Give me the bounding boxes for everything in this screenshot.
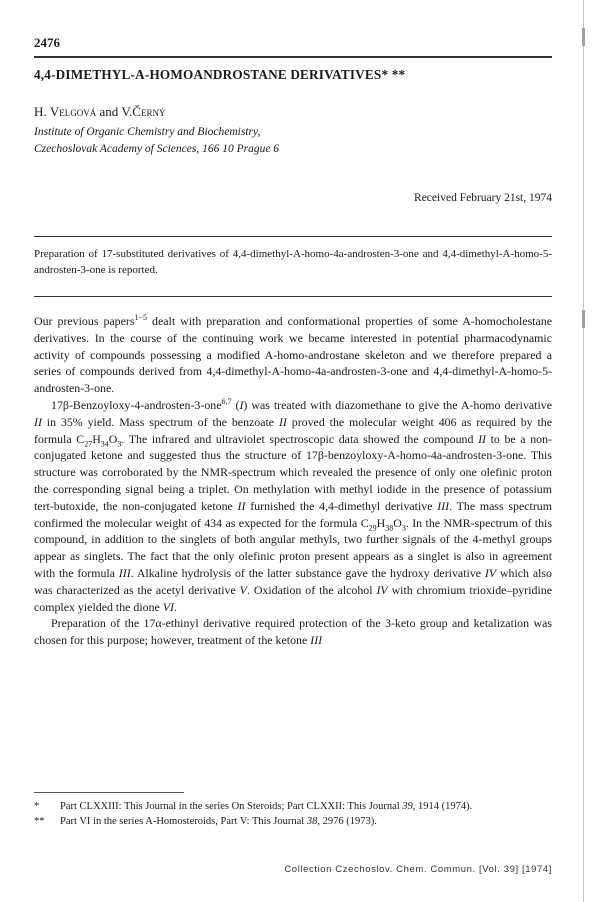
header-rule	[34, 56, 552, 58]
footnote-mark: **	[34, 816, 45, 827]
affiliation-line-1: Institute of Organic Chemistry and Biochemistry,	[34, 126, 261, 138]
text-run: 17β-Benzoyloxy-4-androsten-3-one	[51, 397, 222, 412]
footnote-2	[34, 814, 552, 829]
text-run: (	[231, 397, 240, 412]
formula-subscript: 38	[385, 522, 394, 532]
authors	[34, 104, 165, 120]
compound-number: VI	[162, 599, 175, 614]
text-run: dealt with preparation and conformational properties of some A-homocholestane derivatives. In the course of the continuing work we became interested in potential pharmacodynamic activity of compounds possessing a modified A-homo-androstane skeleton and we therefore prepared a series of compounds derived from 4,4-dimethyl-A-homo-4a-androsten-3-one and 4,4-dimethyl-A-homo-5-androsten-3-one.	[34, 314, 553, 396]
affiliation-line-2: Czechoslovak Academy of Sciences, 166 10 Prague 6	[34, 143, 280, 155]
page-number: 2476	[34, 35, 60, 50]
compound-number: II	[278, 414, 287, 429]
compound-number: III	[437, 498, 450, 513]
footnotes	[34, 799, 552, 829]
text-run: Part CLXXIII: This Journal in the series On Steroids; Part CLXXII: This Journal	[60, 801, 403, 812]
reference-marker: 1−5	[134, 313, 148, 323]
formula-subscript: 34	[100, 438, 109, 448]
text-run: .	[174, 599, 177, 614]
footnote-rule	[34, 792, 184, 793]
compound-number: II	[478, 431, 486, 446]
edge-mark	[582, 310, 585, 328]
footnote-1	[34, 799, 552, 814]
compound-number: V	[239, 582, 247, 597]
compound-number: I	[239, 397, 244, 412]
text-run: ) was treated with diazomethane to give the A-homo derivative	[243, 397, 552, 412]
compound-number: III	[310, 633, 323, 648]
text-run: . Oxidation of the alcohol	[246, 582, 377, 597]
compound-number: IV	[484, 565, 497, 580]
compound-number: IV	[376, 582, 388, 597]
author-surname-1: Velgová	[49, 104, 97, 119]
text-run: H	[376, 515, 386, 530]
compound-number: III	[118, 565, 131, 580]
text-run: Preparation of the 17α-ethinyl derivative required protection of the 3-keto group and ketalization was chosen for this purpose; however, treatment of the ketone	[34, 616, 552, 648]
text-run: to be a non-conjugated ketone and suggested thus the structure of 17β-benzoyloxy-A-homo-4a-androsten-3-one. This structure was corroborated by the NMR-spectrum which revealed the presence of only one olefinic proton the corresponding signal being a triplet. On methylation with methyl iodide in the presence of potassium tert-butoxide, the non-conjugated ketone	[34, 431, 553, 513]
text-run: in 35% yield. Mass spectrum of the benzoate	[41, 414, 279, 429]
volume-number: 39	[402, 801, 413, 812]
text-run: . Alkaline hydrolysis of the latter substance gave the hydroxy derivative	[130, 565, 485, 580]
compound-number: II	[237, 498, 246, 513]
text-run: which also was characterized as the acetyl derivative	[34, 565, 552, 597]
text-run: furnished the 4,4-dimethyl derivative	[245, 498, 438, 513]
paragraph-3	[34, 615, 552, 649]
article-body	[34, 313, 552, 649]
received-date: Received February 21st, 1974	[414, 192, 552, 204]
text-run: proved the molecular weight 406 as required by the formula C	[34, 414, 552, 446]
formula-subscript: 3	[401, 522, 406, 532]
footnote-mark: *	[34, 801, 40, 812]
formula-subscript: 29	[368, 522, 377, 532]
authors-and: and V.	[96, 104, 133, 119]
text-run: Our previous papers	[34, 314, 135, 328]
formula-subscript: 3	[117, 438, 122, 448]
abstract-rule-bottom	[34, 296, 552, 297]
author-surname-2: Černý	[132, 104, 166, 119]
text-run: , 1914 (1974).	[412, 801, 473, 812]
reference-marker: 6,7	[221, 397, 232, 407]
abstract: Preparation of 17-substituted derivatives of 4,4-dimethyl-A-homo-4a-androsten-3-one and 4,4-dimethyl-A-homo-5-androsten-3-one is reported.	[34, 248, 552, 276]
volume-number: 38	[306, 816, 318, 827]
paragraph-1	[34, 313, 552, 397]
text-run: . In the NMR-spectrum of this compound, in addition to the singlets of both angular methyls, two further signals of the 4-methyl groups appear as singlets. The fact that the only olefinic proton present appears as a singlet is also in agreement with the formula	[34, 515, 552, 580]
formula-subscript: 27	[84, 438, 93, 448]
text-run: . The mass spectrum confirmed the molecular weight of 434 as expected for the formula C	[34, 498, 552, 530]
abstract-rule-top	[34, 236, 552, 237]
article-title: 4,4-DIMETHYL-A-HOMOANDROSTANE DERIVATIVES* **	[34, 67, 406, 82]
text-run: O	[108, 431, 118, 446]
edge-mark	[582, 28, 585, 46]
text-run: . The infrared and ultraviolet spectroscopic data showed the compound	[121, 431, 479, 446]
text-run: Part VI in the series A-Homosteroids, Part V: This Journal	[60, 816, 307, 827]
page-edge-rule	[583, 0, 584, 902]
author-initial: H.	[34, 104, 50, 119]
text-run: with chromium trioxide–pyridine complex yielded the dione	[34, 582, 552, 614]
text-run: O	[393, 515, 402, 530]
text-run: , 2976 (1973).	[317, 816, 377, 827]
journal-footer: Collection Czechoslov. Chem. Commun. [Vol. 39] [1974]	[284, 864, 552, 875]
paragraph-2	[34, 397, 552, 615]
text-run: H	[92, 431, 101, 446]
compound-number: II	[34, 414, 42, 429]
